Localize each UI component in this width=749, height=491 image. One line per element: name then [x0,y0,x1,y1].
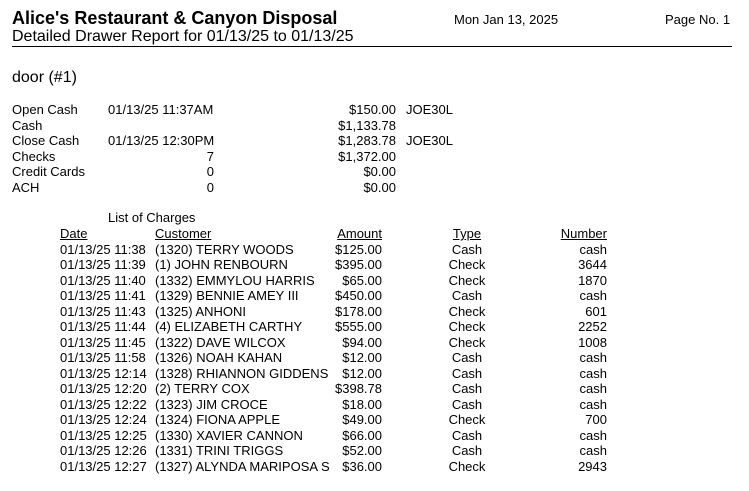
charge-type: Cash [451,396,483,412]
charge-customer: (1325) ANHONI [155,303,247,319]
charge-type: Check [448,257,486,272]
charge-amount: $49.00 [342,412,382,427]
charge-date: 01/13/25 11:45 [60,334,146,350]
charge-date: 01/13/25 11:58 [60,350,146,365]
charge-date: 01/13/25 11:39 [60,257,146,272]
summary-amount: $0.00 [363,179,396,195]
charge-customer: (1328) RHIANNON GIDDENS [155,365,329,381]
summary-count: 0 [206,179,214,195]
charge-amount: $12.00 [342,350,382,365]
summary-amount: $1,133.78 [338,117,396,133]
charge-type: Cash [451,365,483,381]
charge-amount: $178.00 [335,303,382,319]
charge-number: 700 [585,412,607,427]
charge-amount: $555.00 [335,319,382,334]
charge-type: Check [448,319,486,334]
column-header-date: Date [60,226,88,241]
charge-amount: $125.00 [335,241,382,257]
charge-amount: $395.00 [335,257,382,272]
charge-customer: (1326) NOAH KAHAN [155,350,283,365]
charge-amount: $18.00 [342,396,382,412]
charge-number: 3644 [578,257,607,272]
column-header-number: Number [560,226,607,241]
summary-label: Checks [12,148,56,164]
charge-customer: (1323) JIM CROCE [155,396,268,412]
column-header-type: Type [452,226,482,241]
summary-label: Credit Cards [12,164,85,179]
charge-number: cash [579,381,607,396]
charge-customer: (1324) FIONA APPLE [155,412,281,427]
charge-type: Check [448,334,486,350]
charge-date: 01/13/25 11:41 [60,288,146,303]
charge-date: 01/13/25 12:27 [60,458,147,474]
charge-type: Check [448,272,486,288]
drawer-name: door (#1) [12,69,77,86]
charge-number: 601 [585,303,607,319]
charge-amount: $398.78 [335,381,382,396]
column-header-customer: Customer [155,226,212,241]
charge-number: 2943 [578,458,607,474]
summary-amount: $150.00 [349,102,396,117]
charge-amount: $94.00 [342,334,382,350]
charge-amount: $65.00 [342,272,382,288]
summary-label: Close Cash [12,133,80,148]
charge-number: cash [579,427,607,443]
charge-type: Cash [451,427,483,443]
charge-amount: $36.00 [342,458,382,474]
charge-customer: (1330) XAVIER CANNON [155,427,303,443]
charge-type: Cash [451,381,483,396]
column-header-amount: Amount [337,226,382,241]
charge-number: cash [579,396,607,412]
charge-number: 2252 [578,319,607,334]
summary-user: JOE30L [406,133,453,148]
charge-date: 01/13/25 12:14 [60,365,147,381]
charge-date: 01/13/25 12:25 [60,427,147,443]
charge-type: Check [448,412,486,427]
charge-number: cash [579,288,607,303]
report-date: Mon Jan 13, 2025 [454,12,559,27]
charge-date: 01/13/25 12:20 [60,381,147,396]
summary-detail: 01/13/25 11:37AM [108,102,214,117]
summary-label: Cash [12,117,43,133]
charges-title: List of Charges [108,210,196,225]
charge-type: Cash [451,443,483,458]
charge-date: 01/13/25 12:22 [60,396,147,412]
summary-amount: $0.00 [363,164,396,179]
company-name: Alice's Restaurant & Canyon Disposal [12,8,338,28]
charge-type: Check [448,458,486,474]
charge-customer: (1331) TRINI TRIGGS [155,443,284,458]
charge-number: cash [579,365,607,381]
charge-customer: (1) JOHN RENBOURN [155,257,288,272]
charge-amount: $12.00 [342,365,382,381]
charge-customer: (1329) BENNIE AMEY III [155,288,299,303]
charge-customer: (2) TERRY COX [155,381,250,396]
charge-date: 01/13/25 12:24 [60,412,147,427]
charge-type: Cash [451,288,483,303]
report-title: Detailed Drawer Report for 01/13/25 to 01/13/25 [12,28,354,45]
charge-date: 01/13/25 12:26 [60,443,147,458]
charge-number: cash [579,241,607,257]
summary-count: 7 [206,148,214,164]
page-number: Page No. 1 [665,12,731,27]
charge-type: Check [448,303,486,319]
summary-amount: $1,372.00 [338,148,396,164]
charge-number: cash [579,443,607,458]
charge-date: 01/13/25 11:44 [60,319,146,334]
charge-number: 1008 [578,334,607,350]
charge-date: 01/13/25 11:40 [60,272,146,288]
charge-amount: $450.00 [335,288,382,303]
charge-type: Cash [451,241,483,257]
summary-user: JOE30L [406,102,453,117]
summary-label: ACH [12,179,40,195]
charge-customer: (1322) DAVE WILCOX [155,334,286,350]
charge-amount: $66.00 [342,427,382,443]
summary-detail: 01/13/25 12:30PM [108,133,215,148]
charge-type: Cash [451,350,483,365]
charge-number: 1870 [578,272,607,288]
header-divider [12,46,732,47]
summary-count: 0 [206,164,214,179]
charge-date: 01/13/25 11:43 [60,303,146,319]
charge-customer: (1327) ALYNDA MARIPOSA S [155,458,330,474]
charge-amount: $52.00 [342,443,382,458]
charge-date: 01/13/25 11:38 [60,241,146,257]
summary-label: Open Cash [12,102,78,117]
charge-customer: (4) ELIZABETH CARTHY [155,319,303,334]
summary-amount: $1,283.78 [338,133,396,148]
charge-number: cash [579,350,607,365]
charge-customer: (1320) TERRY WOODS [155,241,294,257]
charge-customer: (1332) EMMYLOU HARRIS [155,272,315,288]
